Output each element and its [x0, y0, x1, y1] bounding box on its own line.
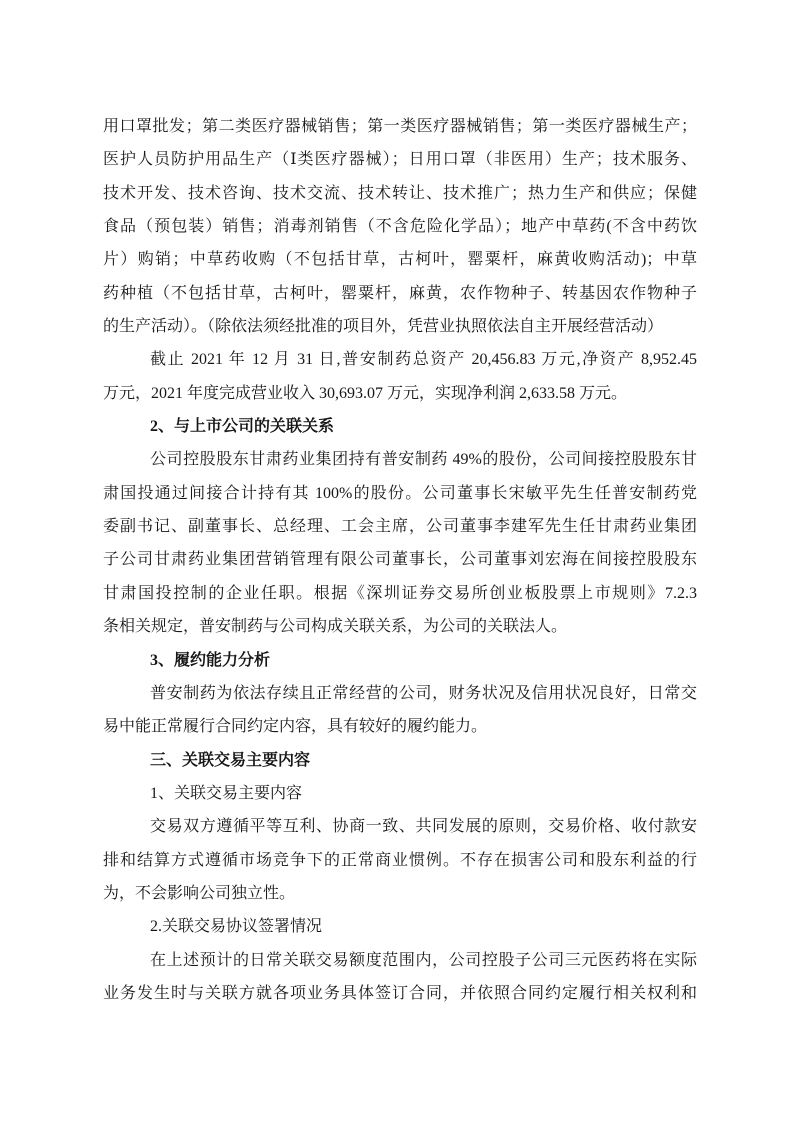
text-column	[103, 110, 697, 1010]
text-line: 药种植（不包括甘草，古柯叶，罂粟杆，麻黄，农作物种子、转基因农作物种子	[103, 284, 697, 302]
subheading-line: 2.关联交易协议签署情况	[150, 918, 323, 936]
text-line: 公司控股股东甘肃药业集团持有普安制药 49%的股份，公司间接控股股东甘	[150, 451, 697, 469]
heading-line: 2、与上市公司的关联关系	[150, 418, 335, 436]
text-line: 条相关规定，普安制药与公司构成关联关系，为公司的关联法人。	[103, 618, 568, 636]
text-line: 片）购销；中草药收购（不包括甘草，古柯叶，罂粟杆，麻黄收购活动)；中草	[103, 251, 697, 269]
text-line: 用口罩批发；第二类医疗器械销售；第一类医疗器械销售；第一类医疗器械生产；	[103, 118, 697, 135]
text-line: 食品（预包装）销售；消毒剂销售（不含危险化学品）；地产中草药(不含中药饮	[103, 218, 697, 236]
text-line: 肃国投通过间接合计持有其 100%的股份。公司董事长宋敏平先生任普安制药党	[103, 484, 697, 502]
text-line: 万元，2021 年度完成营业收入 30,693.07 万元，实现净利润 2,633.58 万元。	[103, 384, 628, 402]
text-line: 甘肃国投控制的企业任职。根据《深圳证券交易所创业板股票上市规则》7.2.3	[103, 584, 697, 602]
heading-line: 3、履约能力分析	[150, 651, 271, 669]
text-line: 业务发生时与关联方就各项业务具体签订合同，并依照合同约定履行相关权利和	[103, 984, 697, 1002]
text-line: 在上述预计的日常关联交易额度范围内，公司控股子公司三元医药将在实际	[150, 951, 697, 969]
heading-line: 三、关联交易主要内容	[150, 751, 311, 769]
text-line: 易中能正常履行合同约定内容，具有较好的履约能力。	[103, 718, 488, 736]
text-line: 子公司甘肃药业集团营销管理有限公司董事长，公司董事刘宏海在间接控股股东	[103, 551, 697, 569]
text-line: 排和结算方式遵循市场竞争下的正常商业惯例。不存在损害公司和股东利益的行	[103, 851, 697, 869]
text-line: 医护人员防护用品生产（Ⅰ类医疗器械）；日用口罩（非医用）生产；技术服务、	[103, 151, 697, 169]
text-line: 为，不会影响公司独立性。	[103, 884, 296, 902]
subheading-line: 1、关联交易主要内容	[150, 784, 303, 802]
text-line: 委副书记、副董事长、总经理、工会主席，公司董事李建军先生任甘肃药业集团	[103, 518, 697, 536]
text-line: 截止 2021 年 12 月 31 日,普安制药总资产 20,456.83 万元,净资产 8,952.45	[150, 351, 697, 369]
text-line: 交易双方遵循平等互利、协商一致、共同发展的原则，交易价格、收付款安	[150, 818, 697, 836]
text-line: 的生产活动）。（除依法须经批准的项目外，凭营业执照依法自主开展经营活动）	[103, 318, 664, 336]
text-line: 普安制药为依法存续且正常经营的公司，财务状况及信用状况良好，日常交	[150, 684, 697, 702]
text-line: 技术开发、技术咨询、技术交流、技术转让、技术推广；热力生产和供应；保健	[103, 184, 697, 202]
